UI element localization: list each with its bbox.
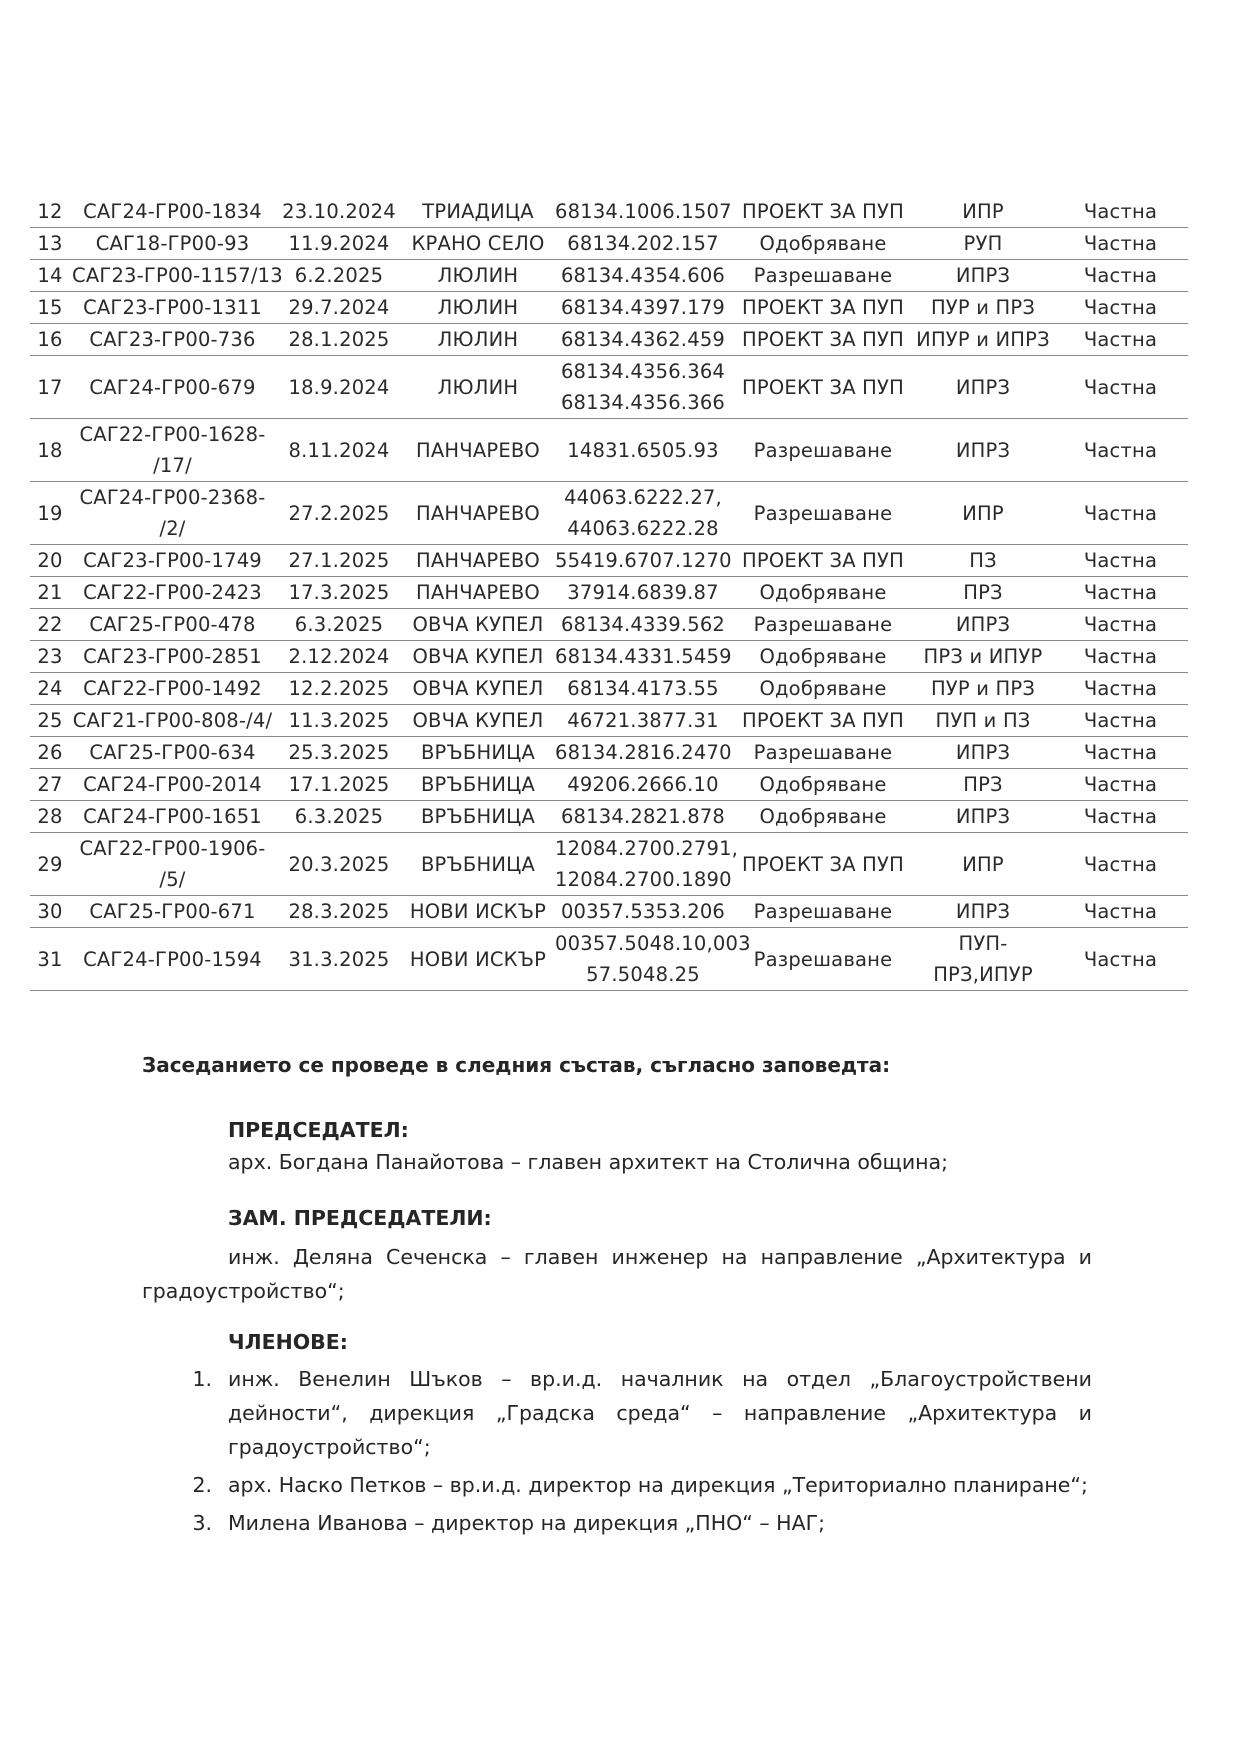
member-number: 1. [192, 1367, 212, 1391]
cadastral-id-cell-line: 00357.5353.206 [560, 900, 726, 923]
member-number: 3. [192, 1511, 212, 1535]
reference-number-line: САГ23-ГР00-2851 [83, 645, 262, 668]
plan-type-cell-line: ИПРЗ [955, 741, 1011, 764]
plan-type-cell-line: РУП [963, 232, 1003, 255]
reference-number-line: /2/ [159, 517, 186, 540]
district-cell: ПАНЧАРЕВО [403, 482, 553, 545]
date-cell: 27.2.2025 [275, 482, 403, 545]
reference-number-line: САГ23-ГР00-736 [89, 328, 256, 351]
reference-number [70, 324, 275, 356]
date-cell: 12.2.2025 [275, 673, 403, 705]
district-cell: ЛЮЛИН [403, 324, 553, 356]
reference-number-line: /17/ [153, 454, 192, 477]
table-row [30, 609, 1188, 641]
district-cell: ПАНЧАРЕВО [403, 545, 553, 577]
district-cell: КРАНО СЕЛО [403, 228, 553, 260]
reference-number [70, 609, 275, 641]
reference-number-line: САГ24-ГР00-2014 [83, 773, 262, 796]
plan-type-cell-line: ИПР [962, 501, 1004, 525]
row-number: 15 [30, 292, 70, 324]
cadastral-id-cell [553, 577, 733, 609]
row-number: 17 [30, 356, 70, 419]
members-list [142, 1362, 1092, 1544]
reference-number-line: САГ22-ГР00-1906- [79, 837, 266, 860]
procedure-stage-cell: Одобряване [733, 673, 913, 705]
reference-number-line: /5/ [159, 868, 186, 891]
table-row [30, 641, 1188, 673]
reference-number [70, 833, 275, 896]
cadastral-id-cell [553, 833, 739, 896]
district-cell: НОВИ ИСКЪР [403, 896, 553, 928]
reference-number-line: САГ22-ГР00-1628- [79, 423, 266, 446]
reference-number-line: САГ25-ГР00-634 [89, 741, 256, 764]
table-body [30, 196, 1188, 991]
district-cell: ОВЧА КУПЕЛ [403, 609, 553, 641]
reference-number [70, 737, 275, 769]
plan-type-cell-line: ПУП и ПЗ [935, 709, 1031, 732]
date-cell: 28.3.2025 [275, 896, 403, 928]
ownership-cell: Частна [1053, 737, 1188, 769]
district-cell: ОВЧА КУПЕЛ [403, 673, 553, 705]
table-row [30, 833, 1188, 896]
plan-type-cell [913, 324, 1053, 356]
cadastral-id-cell-line: 55419.6707.1270 [555, 549, 732, 572]
table-row [30, 228, 1188, 260]
date-cell: 11.9.2024 [275, 228, 403, 260]
date-cell: 18.9.2024 [275, 356, 403, 419]
date-cell: 6.2.2025 [275, 260, 403, 292]
row-number: 26 [30, 737, 70, 769]
chair-member: арх. Богдана Панайотова – главен архитект на Столична община; [228, 1150, 949, 1174]
cadastral-id-cell [553, 419, 733, 482]
date-cell: 29.7.2024 [275, 292, 403, 324]
ownership-cell: Частна [1053, 419, 1188, 482]
plan-type-cell [913, 641, 1053, 673]
ownership-cell: Частна [1053, 896, 1188, 928]
plan-type-cell-line: ПРЗ [963, 581, 1003, 604]
table-row [30, 896, 1188, 928]
row-number: 14 [30, 260, 70, 292]
reference-number [70, 292, 275, 324]
row-number: 22 [30, 609, 70, 641]
ownership-cell: Частна [1053, 801, 1188, 833]
cadastral-id-cell [553, 769, 733, 801]
cadastral-id-cell-line: 68134.4331.5459 [555, 645, 732, 668]
date-cell: 25.3.2025 [275, 737, 403, 769]
row-number: 28 [30, 801, 70, 833]
cadastral-id-cell-line: 68134.4356.366 [560, 391, 726, 414]
reference-number-line: САГ23-ГР00-1157/13 [72, 264, 283, 287]
procedure-stage-cell: Одобряване [733, 769, 913, 801]
reference-number-line: САГ22-ГР00-2423 [83, 581, 262, 604]
cadastral-id-cell [553, 705, 733, 737]
plan-type-cell-line: ПУП- [958, 932, 1008, 955]
cadastral-id-cell [553, 896, 733, 928]
cadastral-id-cell [553, 801, 733, 833]
plan-type-cell [913, 737, 1053, 769]
reference-number [70, 641, 275, 673]
procedure-stage-cell: Разрешаване [733, 737, 913, 769]
district-cell: ТРИАДИЦА [403, 196, 553, 228]
ownership-cell: Частна [1053, 482, 1188, 545]
plan-type-cell-line: ПРЗ,ИПУР [933, 963, 1033, 986]
reference-number [70, 356, 275, 419]
cadastral-id-cell [553, 356, 733, 419]
procedure-stage-cell: ПРОЕКТ ЗА ПУП [733, 833, 913, 896]
plan-type-cell-line: ИПУР и ИПРЗ [916, 328, 1050, 351]
row-number: 23 [30, 641, 70, 673]
ownership-cell: Частна [1053, 769, 1188, 801]
ownership-cell: Частна [1053, 609, 1188, 641]
row-number: 19 [30, 482, 70, 545]
cadastral-id-cell [553, 545, 733, 577]
cadastral-id-cell-line: 68134.4354.606 [560, 264, 726, 287]
date-cell: 8.11.2024 [275, 419, 403, 482]
reference-number [70, 769, 275, 801]
reference-number [70, 577, 275, 609]
plan-type-cell [913, 673, 1053, 705]
district-cell: ВРЪБНИЦА [403, 737, 553, 769]
cadastral-id-cell-line: 37914.6839.87 [567, 581, 719, 604]
row-number: 21 [30, 577, 70, 609]
chair-heading: ПРЕДСЕДАТЕЛ: [228, 1118, 409, 1142]
date-cell: 20.3.2025 [275, 833, 403, 896]
cadastral-id-cell [553, 482, 733, 545]
cadastral-id-cell [553, 737, 733, 769]
table-row [30, 737, 1188, 769]
date-cell: 28.1.2025 [275, 324, 403, 356]
table-row [30, 801, 1188, 833]
members-heading: ЧЛЕНОВЕ: [228, 1330, 349, 1354]
procedure-stage-cell: ПРОЕКТ ЗА ПУП [733, 356, 913, 419]
cadastral-id-cell-line: 68134.4362.459 [560, 328, 726, 351]
reference-number [70, 228, 275, 260]
cadastral-id-cell-line: 68134.202.157 [567, 232, 719, 255]
plan-type-cell [913, 705, 1053, 737]
plan-type-cell [913, 196, 1053, 228]
table-row [30, 260, 1188, 292]
cadastral-id-cell-line: 46721.3877.31 [567, 709, 719, 732]
cadastral-id-cell-line: 68134.2821.878 [560, 805, 726, 828]
plan-type-cell [913, 356, 1053, 419]
row-number: 27 [30, 769, 70, 801]
cadastral-id-cell-line: 57.5048.25 [586, 963, 700, 986]
reference-number-line: САГ24-ГР00-1594 [83, 947, 262, 971]
procedure-stage-cell: Разрешаване [733, 482, 913, 545]
row-number: 18 [30, 419, 70, 482]
table-row [30, 324, 1188, 356]
district-cell: НОВИ ИСКЪР [403, 928, 553, 991]
table-row [30, 545, 1188, 577]
date-cell: 2.12.2024 [275, 641, 403, 673]
date-cell: 11.3.2025 [275, 705, 403, 737]
procedure-stage-cell: ПРОЕКТ ЗА ПУП [733, 545, 913, 577]
cadastral-id-cell [553, 292, 733, 324]
district-cell: ЛЮЛИН [403, 260, 553, 292]
cadastral-id-cell-line: 00357.5048.10,003 [555, 932, 751, 955]
plan-type-cell-line: ИПР [962, 852, 1004, 876]
date-cell: 27.1.2025 [275, 545, 403, 577]
member-item [142, 1362, 1092, 1464]
member-text: инж. Венелин Шъков – вр.и.д. началник на отдел „Благоустройствени дейности“, дирекция „Градска среда“ – направление „Архитектура и градоустройство“; [228, 1367, 1092, 1459]
vice-chairs-heading: ЗАМ. ПРЕДСЕДАТЕЛИ: [228, 1206, 492, 1230]
cadastral-id-cell-line: 49206.2666.10 [567, 773, 719, 796]
reference-number [70, 673, 275, 705]
plan-type-cell-line: ИПРЗ [955, 438, 1011, 462]
table-row [30, 705, 1188, 737]
procedure-stage-cell: ПРОЕКТ ЗА ПУП [733, 324, 913, 356]
row-number: 25 [30, 705, 70, 737]
reference-number-line: САГ24-ГР00-679 [89, 375, 256, 399]
plan-type-cell-line: ИПРЗ [955, 805, 1011, 828]
table-row [30, 196, 1188, 228]
ownership-cell: Частна [1053, 577, 1188, 609]
reference-number [70, 801, 275, 833]
plan-type-cell [913, 292, 1053, 324]
plan-type-cell [913, 482, 1053, 545]
row-number: 16 [30, 324, 70, 356]
table-row [30, 356, 1188, 419]
reference-number-line: САГ21-ГР00-808-/4/ [72, 709, 273, 732]
cadastral-id-cell-line: 44063.6222.27, [564, 486, 722, 509]
plan-type-cell [913, 260, 1053, 292]
reference-number [70, 419, 275, 482]
cadastral-id-cell-line: 68134.4173.55 [567, 677, 719, 700]
table-row [30, 577, 1188, 609]
plan-type-cell [913, 545, 1053, 577]
member-item [142, 1468, 1092, 1502]
reference-number [70, 928, 275, 991]
plan-type-cell [913, 577, 1053, 609]
table-row [30, 292, 1188, 324]
date-cell: 6.3.2025 [275, 609, 403, 641]
reference-number [70, 705, 275, 737]
cadastral-id-cell [553, 928, 751, 991]
procedure-stage-cell: Разрешаване [733, 896, 913, 928]
ownership-cell: Частна [1053, 641, 1188, 673]
cadastral-id-cell [553, 324, 733, 356]
reference-number-line: САГ24-ГР00-1834 [83, 200, 262, 223]
vice-chair-member: инж. Деляна Сеченска – главен инженер на направление „Архитектура и градоустройство“; [142, 1245, 1092, 1303]
plan-type-cell-line: ПРЗ [963, 773, 1003, 796]
date-cell: 23.10.2024 [275, 196, 403, 228]
table-row [30, 419, 1188, 482]
cadastral-id-cell [553, 609, 733, 641]
ownership-cell: Частна [1053, 196, 1188, 228]
ownership-cell: Частна [1053, 545, 1188, 577]
plan-type-cell [913, 928, 1053, 991]
district-cell: ПАНЧАРЕВО [403, 577, 553, 609]
cadastral-id-cell-line: 68134.2816.2470 [555, 741, 732, 764]
procedure-stage-cell: Разрешаване [733, 609, 913, 641]
member-item [142, 1506, 1092, 1540]
procedure-stage-cell: ПРОЕКТ ЗА ПУП [733, 196, 913, 228]
reference-number-line: САГ23-ГР00-1749 [83, 549, 262, 572]
procedure-stage-cell: Разрешаване [733, 928, 913, 991]
plan-type-cell [913, 896, 1053, 928]
reference-number-line: САГ24-ГР00-1651 [83, 805, 262, 828]
district-cell: ЛЮЛИН [403, 356, 553, 419]
row-number: 20 [30, 545, 70, 577]
reference-number-line: САГ24-ГР00-2368- [79, 486, 266, 509]
reference-number-line: САГ23-ГР00-1311 [83, 296, 262, 319]
date-cell: 17.3.2025 [275, 577, 403, 609]
reference-number [70, 196, 275, 228]
table-row [30, 673, 1188, 705]
plan-type-cell-line: ИПРЗ [955, 264, 1011, 287]
cadastral-id-cell-line: 44063.6222.28 [567, 517, 719, 540]
district-cell: ОВЧА КУПЕЛ [403, 705, 553, 737]
district-cell: ПАНЧАРЕВО [403, 419, 553, 482]
member-text: Милена Иванова – директор на дирекция „ПНО“ – НАГ; [228, 1511, 826, 1535]
district-cell: ВРЪБНИЦА [403, 833, 553, 896]
cadastral-id-cell-line: 68134.4356.364 [560, 360, 726, 383]
cadastral-id-cell-line: 68134.4339.562 [560, 613, 726, 636]
cadastral-id-cell-line: 68134.1006.1507 [555, 200, 732, 223]
reference-number-line: САГ25-ГР00-478 [89, 613, 256, 636]
plan-type-cell-line: ИПРЗ [955, 613, 1011, 636]
plan-type-cell-line: ПУР и ПРЗ [930, 677, 1036, 700]
ownership-cell: Частна [1053, 356, 1188, 419]
date-cell: 31.3.2025 [275, 928, 403, 991]
ownership-cell: Частна [1053, 228, 1188, 260]
procedure-stage-cell: ПРОЕКТ ЗА ПУП [733, 705, 913, 737]
cadastral-id-cell-line: 68134.4397.179 [560, 296, 726, 319]
plan-type-cell [913, 228, 1053, 260]
cadastral-id-cell [553, 673, 733, 705]
procedure-stage-cell: Одобряване [733, 577, 913, 609]
procedure-stage-cell: Одобряване [733, 801, 913, 833]
ownership-cell: Частна [1053, 292, 1188, 324]
plan-type-cell-line: ПУР и ПРЗ [930, 296, 1036, 319]
table-row [30, 769, 1188, 801]
district-cell: ВРЪБНИЦА [403, 801, 553, 833]
row-number: 31 [30, 928, 70, 991]
procedure-stage-cell: Разрешаване [733, 260, 913, 292]
plan-type-cell [913, 419, 1053, 482]
table-row [30, 482, 1188, 545]
cadastral-id-cell [553, 260, 733, 292]
cadastral-id-cell-line: 14831.6505.93 [567, 438, 719, 462]
session-intro: Заседанието се проведе в следния състав, съгласно заповедта: [142, 1053, 891, 1077]
projects-table [30, 196, 1188, 991]
procedure-stage-cell: Разрешаване [733, 419, 913, 482]
reference-number [70, 896, 275, 928]
row-number: 30 [30, 896, 70, 928]
district-cell: ВРЪБНИЦА [403, 769, 553, 801]
plan-type-cell [913, 801, 1053, 833]
plan-type-cell [913, 609, 1053, 641]
plan-type-cell [913, 833, 1053, 896]
plan-type-cell-line: ПРЗ и ИПУР [923, 645, 1043, 668]
district-cell: ОВЧА КУПЕЛ [403, 641, 553, 673]
ownership-cell: Частна [1053, 673, 1188, 705]
ownership-cell: Частна [1053, 705, 1188, 737]
reference-number [70, 545, 275, 577]
ownership-cell: Частна [1053, 928, 1188, 991]
cadastral-id-cell-line: 12084.2700.2791, [555, 837, 739, 860]
reference-number-line: САГ22-ГР00-1492 [83, 677, 262, 700]
row-number: 24 [30, 673, 70, 705]
row-number: 12 [30, 196, 70, 228]
table-row [30, 928, 1188, 991]
plan-type-cell-line: ИПРЗ [955, 375, 1011, 399]
member-text: арх. Наско Петков – вр.и.д. директор на дирекция „Териториално планиране“; [228, 1473, 1088, 1497]
cadastral-id-cell [553, 196, 733, 228]
plan-type-cell-line: ПЗ [969, 549, 997, 572]
ownership-cell: Частна [1053, 324, 1188, 356]
date-cell: 6.3.2025 [275, 801, 403, 833]
procedure-stage-cell: Одобряване [733, 641, 913, 673]
ownership-cell: Частна [1053, 833, 1188, 896]
procedure-stage-cell: ПРОЕКТ ЗА ПУП [733, 292, 913, 324]
ownership-cell: Частна [1053, 260, 1188, 292]
district-cell: ЛЮЛИН [403, 292, 553, 324]
cadastral-id-cell [553, 228, 733, 260]
plan-type-cell [913, 769, 1053, 801]
row-number: 13 [30, 228, 70, 260]
row-number: 29 [30, 833, 70, 896]
cadastral-id-cell-line: 12084.2700.1890 [555, 868, 732, 891]
reference-number [70, 260, 283, 292]
procedure-stage-cell: Одобряване [733, 228, 913, 260]
reference-number-line: САГ25-ГР00-671 [89, 900, 256, 923]
reference-number [70, 482, 275, 545]
member-number: 2. [192, 1473, 212, 1497]
date-cell: 17.1.2025 [275, 769, 403, 801]
reference-number-line: САГ18-ГР00-93 [95, 232, 250, 255]
plan-type-cell-line: ИПРЗ [955, 900, 1011, 923]
cadastral-id-cell [553, 641, 733, 673]
plan-type-cell-line: ИПР [962, 200, 1004, 223]
